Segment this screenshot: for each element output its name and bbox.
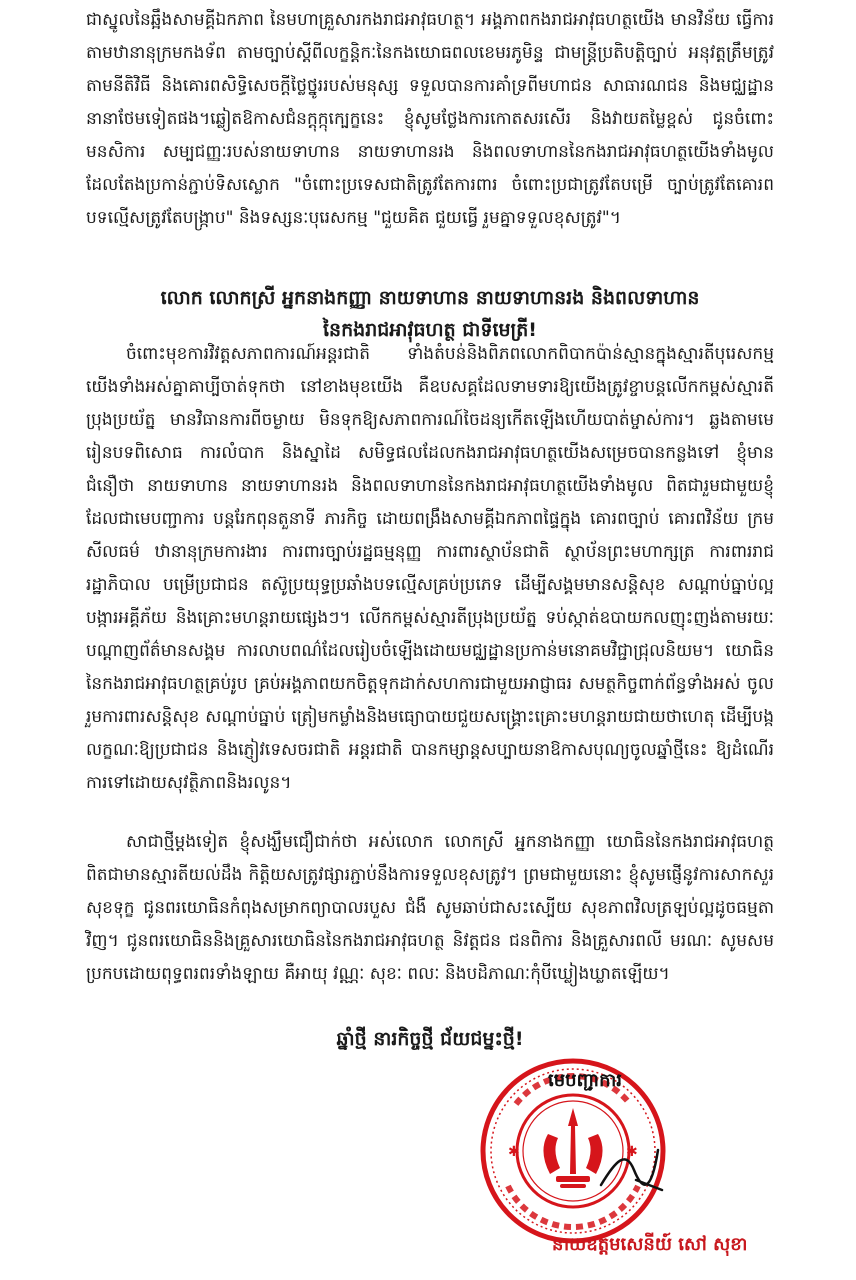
closing-slogan: ឆ្នាំថ្មី នារកិច្ចថ្មី ជ័យជម្នះថ្មី! xyxy=(336,1028,524,1050)
paragraph-wishes: សាជាថ្មីម្តងទៀត ខ្ញុំសង្ឃឹមជឿជាក់ថា អស់លោក លោកស្រី អ្នកនាងកញ្ញា យោធិននៃកងរាជអាវុធហត្ថពិតជាមានស្មារតីយល់ដឹង កិត្តិយសត្រូវផ្សារភ្ជាប់នឹងការទទួលខុសត្រូវ។ ព្រមជាមួយនោះ ខ្ញុំសូមផ្ញើនូវការសាកសួរសុខទុក្ខ ជូនពរយោធិនកំពុងសម្រាកព្យាបាលរបួស ជំងឺ សូមឆាប់ជាសះស្បើយ សុខភាពវិលត្រឡប់ល្អដូចធម្មតាវិញ។ ជូនពរយោធិននិងគ្រួសារយោធិននៃកងរាជអាវុធហត្ថ និវត្តជន ជនពិការ និងគ្រួសារពលី មរណៈ សូមសមប្រកបដោយពុទ្ធពរពរទាំងឡាយ គឺអាយុ វណ្ណៈ សុខៈ ពលៈ និងបដិភាណៈកុំបីឃ្លៀងឃ្លាតឡើយ។ xyxy=(86,832,774,984)
paragraph-intro: ជាស្នូលនៃឆ្អឹងសាមគ្គីឯកភាព នៃមហាគ្រួសារកងរាជអាវុធហត្ថ។ អង្គភាពកងរាជអាវុធហត្ថយើង មានវិន័យ ធ្វើការតាមឋានានុក្រមកងទ័ព តាមច្បាប់ស្តីពីលក្ខន្តិកៈនៃកងយោធពលខេមរភូមិន្ទ ជាមន្ត្រីប្រតិបត្តិច្បាប់ អនុវត្តត្រឹមត្រូវតាមនីតិវិធី និងគោរពសិទ្ធិសេចក្តីថ្លៃថ្នូររបស់មនុស្ស ទទួលបានការគាំទ្រពីមហាជន សាធារណជន និងមជ្ឈដ្ឋាននានាថែមទៀតផង។ឆ្លៀតឱកាសជំនក្តុក្កុក្បេក្ខនេះ ខ្ញុំសូមថ្លែងការកោតសរសើរ និងវាយតម្លៃខ្ពស់ ជូនចំពោះមនសិការ សម្បជញ្ញៈរបស់នាយទាហាន នាយទាហានរង និងពលទាហាននៃកងរាជអាវុធហត្ថយើងទាំងមូល ដែលតែងប្រកាន់ភ្ជាប់ទិសស្លោក "ចំពោះប្រទេសជាតិត្រូវតែការពារ ចំពោះប្រជាត្រូវតែបម្រើ ច្បាប់ត្រូវតែគោរព បទល្មើសត្រូវតែបង្ក្រាប" និងទស្សនៈបុរេសកម្ម "ជួយគិត ជួយធ្វើ រួមគ្នាទទួលខុសត្រូវ"។ xyxy=(86,10,774,228)
signer-name: នាយឧត្តមសេនីយ៍ សៅ សុខា xyxy=(552,1234,748,1255)
svg-text:✱: ✱ xyxy=(626,1144,638,1160)
salutation-heading: លោក លោកស្រី អ្នកនាងកញ្ញា នាយទាហាន នាយទាហានរង និងពលទាហាន នៃកងរាជអាវុធហត្ថ ជាទីមេត្រី! xyxy=(160,287,700,341)
signature-title: មេបញ្ជាការ xyxy=(548,1070,622,1091)
handwritten-signature xyxy=(596,1140,666,1200)
svg-text:✱: ✱ xyxy=(508,1144,520,1160)
paragraph-main: ចំពោះមុខការវិវត្តសភាពការណ៍អន្តរជាតិ ទាំងតំបន់និងពិភពលោកពិបាកប៉ាន់ស្មានក្នុងស្មារតីបុរេសកម្ម យើងទាំងអស់គ្នាគាប្បីចាត់ទុកថា នៅខាងមុខយើង គឺឧបសគ្គដែលទាមទារឱ្យយើងត្រូវខ្ចាបន្តលើកកម្ពស់ស្មារតីប្រុងប្រយ័ត្ន មានវិធានការពីចម្ងាយ មិនទុកឱ្យសភាពការណ៍ចៃដន្យកើតឡើងហើយបាត់ម្ចាស់ការ។ ឆ្លងតាមមេរៀនបទពិសោធ ការលំបាក និងស្នាដៃ សមិទ្ធផលដែលកងរាជអាវុធហត្ថយើងសម្រេចបានកន្លងទៅ ខ្ញុំមានជំនឿថា នាយទាហាន នាយទាហានរង និងពលទាហាននៃកងរាជអាវុធហត្ថយើងទាំងមូល ពិតជារួមជាមួយខ្ញុំដែលជាមេបញ្ជាការ បន្តរែកពុនតួនាទី ភារកិច្ច ដោយពង្រឹងសាមគ្គីឯកភាពផ្ទៃក្នុង គោរពច្បាប់ គោរពវិន័យ ក្រមសីលធម៌ ឋានានុក្រមការងារ ការពារច្បាប់រដ្ឋធម្មនុញ្ញ ការពារស្ថាប័នជាតិ ស្ថាប័នព្រះមហាក្សត្រ ការពាររាជរដ្ឋាភិបាល បម្រើប្រជាជន តស៊ូប្រយុទ្ធប្រឆាំងបទល្មើសគ្រប់ប្រភេទ ដើម្បីសង្គមមានសន្តិសុខ សណ្តាប់ធ្នាប់ល្អ បង្ការអគ្គីភ័យ និងគ្រោះមហន្តរាយផ្សេងៗ។ លើកកម្ពស់ស្មារតីប្រុងប្រយ័ត្ន ទប់ស្កាត់ឧបាយកលញុះញង់តាមរយៈបណ្តាញព័ត៌មានសង្គម ការលាបពណ៌ដែលរៀបចំឡើងដោយមជ្ឈដ្ឋានប្រកាន់មនោគមវិជ្ជាជ្រុលនិយម។ យោធិននៃកងរាជអាវុធហត្ថគ្រប់រូប គ្រប់អង្គភាពយកចិត្តទុកដាក់សហការជាមួយអាជ្ញាធរ សមត្ថកិច្ចពាក់ព័ន្ធទាំងអស់ ចូលរួមការពារសន្តិសុខ សណ្តាប់ធ្នាប់ ត្រៀមកម្លាំងនិងមធ្យោបាយជួយសង្គ្រោះគ្រោះមហន្តរាយជាយថាហេតុ ដើម្បីបង្កលក្ខណៈឱ្យប្រជាជន និងភ្ញៀវទេសចរជាតិ អន្តរជាតិ បានកម្សាន្តសប្បាយនាឱកាសបុណ្យចូលឆ្នាំថ្មីនេះ ឱ្យដំណើរការទៅដោយសុវត្ថិភាពនិងរលូន។ xyxy=(86,344,774,793)
